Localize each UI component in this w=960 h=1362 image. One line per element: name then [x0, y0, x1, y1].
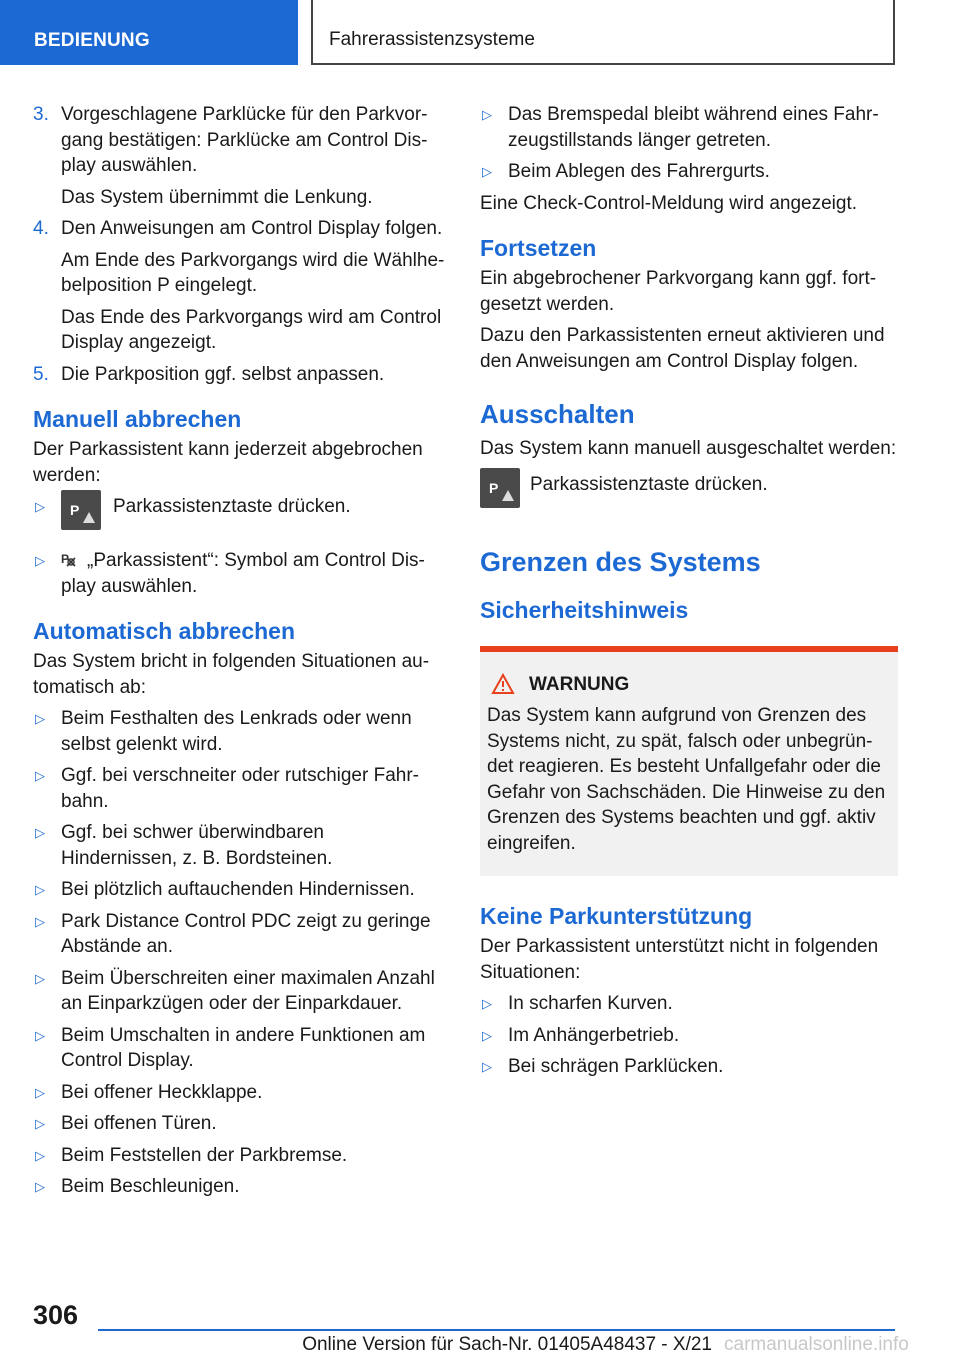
warning-box	[480, 646, 898, 877]
bullet-triangle-icon: ▷	[482, 996, 492, 1011]
watermark: carmanualsonline.info	[724, 1334, 909, 1355]
bullet-triangle-icon: ▷	[35, 1116, 45, 1131]
park-assist-button-icon: P	[480, 468, 520, 508]
warning-triangle-icon	[491, 673, 515, 695]
list-item: ▷ Ggf. bei verschneiter oder rutschiger Fahrbahn.	[35, 765, 419, 812]
bullet-triangle-icon: ▷	[35, 913, 45, 929]
list-item: ▷ Bei schrägen Parklücken.	[480, 1054, 898, 1080]
list-item: ▷ Bei plötzlich auftauchenden Hindernissen.	[33, 877, 445, 903]
step-item	[33, 216, 445, 242]
park-assist-button-icon: P	[61, 490, 101, 530]
footer-version: Online Version für Sach-Nr. 01405A48437 - X/21	[302, 1334, 712, 1355]
list-item-text: Parkassistenztaste drücken.	[113, 496, 351, 517]
footer-divider	[98, 1329, 895, 1331]
list-item	[33, 494, 445, 538]
list-item-text: „Parkassistent“: Symbol am Control Display auswählen.	[61, 550, 425, 597]
park-assistant-symbol-icon: P	[61, 549, 81, 569]
heading-switch-off: Ausschalten	[480, 399, 635, 429]
bullet-triangle-icon: ▷	[35, 1147, 45, 1163]
switch-off-intro: Das System kann manuell ausgeschaltet werden:	[480, 438, 897, 459]
step-item	[33, 362, 445, 388]
bullet-triangle-icon: ▷	[482, 1059, 492, 1074]
step-number: 3.	[33, 104, 49, 125]
heading-auto-cancel: Automatisch abbrechen	[33, 618, 295, 644]
check-control-text: Eine Check-Control-Meldung wird angezeigt.	[480, 192, 858, 214]
bullet-triangle-icon: ▷	[35, 768, 45, 783]
bullet-triangle-icon: ▷	[35, 825, 45, 840]
step-number: 5.	[33, 363, 49, 385]
left-column	[33, 102, 445, 1206]
page-number: 306	[33, 1300, 79, 1330]
step-text: Vorgeschlagene Parklücke für den Parkvorgang bestätigen: Parklücke am Control Display auswählen.	[61, 104, 428, 176]
bullet-triangle-icon: ▷	[482, 107, 492, 122]
bullet-triangle-icon: ▷	[35, 499, 45, 514]
warning-text: Das System kann aufgrund von Grenzen des Systems nicht, zu spät, falsch oder unbegründet reagieren. Es besteht Unfallgefahr oder die Gefahr von Sachschäden. Die Hinweise zu den Grenzen des Systems beachten und ggf. aktiv eingreifen.	[487, 705, 886, 854]
list-item: ▷ Bei offenen Türen.	[33, 1111, 445, 1137]
bullet-triangle-icon: ▷	[35, 882, 45, 897]
resume-p2: Dazu den Parkassistenten erneut aktivieren und den Anweisungen am Control Display folgen.	[480, 325, 885, 372]
bullet-triangle-icon: ▷	[35, 970, 45, 986]
step-note: Das System übernimmt die Lenkung.	[61, 186, 373, 208]
warning-title: WARNUNG	[487, 672, 890, 698]
manual-intro: Der Parkassistent kann jederzeit abgebrochen werden:	[33, 439, 423, 486]
heading-manual-cancel: Manuell abbrechen	[33, 406, 242, 432]
list-item: ▷ Das Bremspedal bleibt während eines Fahrzeugstillstands länger getreten.	[482, 104, 879, 151]
list-item: ▷ Park Distance Control PDC zeigt zu geringe Abstände an.	[35, 910, 431, 957]
step-text: Den Anweisungen am Control Display folgen.	[61, 218, 443, 239]
section-tab: BEDIENUNG	[0, 0, 298, 65]
switch-off-step	[480, 472, 898, 516]
list-item: ▷ Beim Feststellen der Parkbremse.	[33, 1143, 445, 1169]
auto-cancel-list	[33, 706, 445, 1200]
switch-off-text: Parkassistenztaste drücken.	[530, 473, 768, 495]
step-note: Das Ende des Parkvorgangs wird am Control Display angezeigt.	[61, 306, 442, 353]
step-note: Am Ende des Parkvorgangs wird die Wählhebelposition P eingelegt.	[61, 249, 445, 296]
auto-intro: Das System bricht in folgenden Situationen automatisch ab:	[33, 651, 430, 698]
list-item: ▷ Beim Beschleunigen.	[33, 1174, 445, 1200]
list-item: ▷ Bei offener Heckklappe.	[33, 1080, 445, 1106]
step-number: 4.	[33, 218, 49, 239]
heading-system-limits: Grenzen des Systems	[480, 546, 761, 577]
right-column	[480, 102, 898, 1086]
bullet-triangle-icon: ▷	[35, 553, 45, 568]
list-item: ▷ Im Anhängerbetrieb.	[480, 1023, 898, 1049]
bullet-triangle-icon: ▷	[35, 1084, 45, 1100]
list-item: ▷ Beim Überschreiten einer maximalen Anzahl an Einparkzügen oder der Einparkdauer.	[35, 967, 435, 1014]
list-item: ▷ In scharfen Kurven.	[480, 991, 898, 1017]
bullet-triangle-icon: ▷	[482, 164, 492, 179]
step-item	[33, 102, 445, 179]
bullet-triangle-icon: ▷	[482, 1027, 492, 1043]
bullet-triangle-icon: ▷	[35, 711, 45, 726]
list-item: ▷ Ggf. bei schwer überwindbaren Hindernissen, z. B. Bordsteinen.	[35, 822, 333, 869]
heading-no-support: Keine Parkunterstützung	[480, 903, 753, 929]
no-support-intro: Der Parkassistent unterstützt nicht in folgenden Situationen:	[480, 936, 879, 983]
list-item: ▷ Beim Festhalten des Lenkrads oder wenn selbst gelenkt wird.	[35, 708, 412, 755]
list-item	[33, 548, 445, 599]
step-text: Die Parkposition ggf. selbst anpassen.	[61, 363, 385, 385]
bullet-triangle-icon: ▷	[35, 1027, 45, 1043]
bullet-triangle-icon: ▷	[35, 1179, 45, 1194]
list-item: ▷ Beim Umschalten in andere Funktionen am Control Display.	[35, 1024, 426, 1071]
heading-resume: Fortsetzen	[480, 235, 597, 261]
list-item: ▷ Beim Ablegen des Fahrergurts.	[480, 159, 898, 185]
resume-p1: Ein abgebrochener Parkvorgang kann ggf. fortgesetzt werden.	[480, 268, 877, 315]
chapter-title: Fahrerassistenzsysteme	[311, 0, 895, 65]
heading-safety-note: Sicherheitshinweis	[480, 596, 689, 623]
